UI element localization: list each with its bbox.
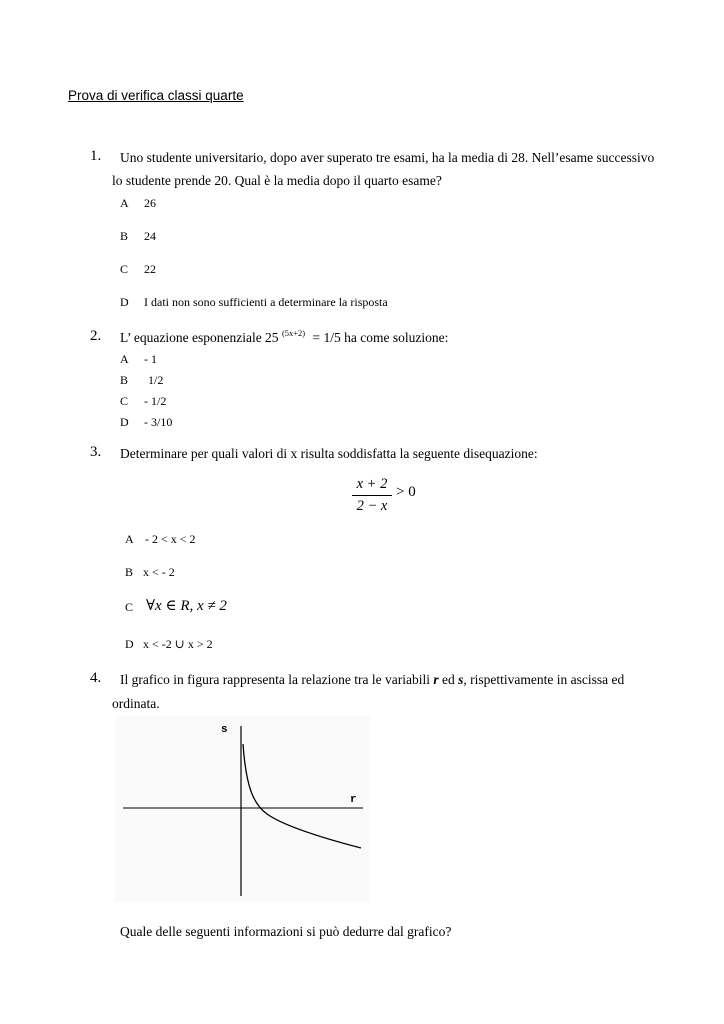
- q2-option-c-letter: C: [120, 394, 129, 408]
- q3-fraction: [352, 476, 392, 515]
- q2-option-d-text: - 3/10: [144, 415, 173, 429]
- q2-option-d-letter: D: [120, 415, 129, 429]
- q1-option-d-text: I dati non sono sufficienti a determinare la risposta: [144, 295, 388, 309]
- q4-graph: [115, 716, 370, 902]
- q2-option-c-text: - 1/2: [144, 394, 167, 408]
- q1-option-c-letter: C: [120, 262, 129, 276]
- q1-option-a-letter: A: [120, 196, 129, 210]
- q2-option-b-text: 1/2: [148, 373, 164, 387]
- q3-number: 3.: [90, 444, 102, 460]
- q4-var-s: s: [458, 672, 464, 687]
- q4-var-r: r: [433, 672, 439, 687]
- graph-y-label: s: [221, 724, 228, 736]
- q1-text-line2: lo studente prende 20. Qual è la media dopo il quarto esame?: [112, 173, 442, 188]
- q4-number: 4.: [90, 670, 102, 686]
- q1-number: 1.: [90, 148, 102, 164]
- q4-text-mid: ed: [438, 672, 459, 687]
- q3-option-b-letter: B: [125, 565, 134, 579]
- q2-exponent: (5x+2): [281, 328, 306, 338]
- q1-option-c-text: 22: [144, 262, 156, 276]
- q3-relation: > 0: [396, 484, 416, 500]
- q1-option-d-letter: D: [120, 295, 129, 309]
- q1-option-b-text: 24: [144, 229, 156, 243]
- q3-option-c-text: ∀x ∈ R, x ≠ 2: [146, 598, 227, 614]
- q1-option-a-text: 26: [144, 196, 156, 210]
- page-title: Prova di verifica classi quarte: [68, 88, 244, 103]
- q4-question: Quale delle seguenti informazioni si può dedurre dal grafico?: [120, 924, 452, 939]
- q3-option-c-letter: C: [125, 600, 134, 614]
- q2-text-post: = 1/5 ha come soluzione:: [312, 330, 449, 345]
- q2-option-a-text: - 1: [144, 352, 157, 366]
- q2-text-pre: L’ equazione esponenziale 25: [120, 330, 279, 345]
- q3-option-a-text: - 2 < x < 2: [145, 532, 196, 546]
- q3-option-d-letter: D: [125, 637, 134, 651]
- q2-text: [120, 330, 448, 346]
- q3-text: Determinare per quali valori di x risulta soddisfatta la seguente disequazione:: [120, 446, 538, 461]
- q4-text-post: , rispettivamente in ascissa ed: [463, 672, 625, 687]
- q4-text-line2: ordinata.: [112, 696, 160, 711]
- q3-denominator: 2 − x: [356, 498, 388, 514]
- q1-option-b-letter: B: [120, 229, 129, 243]
- q3-numerator: x + 2: [356, 476, 388, 492]
- q3-option-a-letter: A: [125, 532, 134, 546]
- q2-option-b-letter: B: [120, 373, 129, 387]
- q4-text-line1: [120, 672, 624, 688]
- graph-x-label: r: [350, 794, 357, 806]
- q4-text-pre: Il grafico in figura rappresenta la relazione tra le variabili: [120, 672, 434, 687]
- q2-option-a-letter: A: [120, 352, 129, 366]
- q3-option-b-text: x < - 2: [143, 565, 175, 579]
- q2-number: 2.: [90, 328, 102, 344]
- q1-text-line1: Uno studente universitario, dopo aver superato tre esami, ha la media di 28. Nell’esame successivo: [120, 150, 655, 165]
- q3-option-d-text: x < -2 ∪ x > 2: [143, 637, 213, 651]
